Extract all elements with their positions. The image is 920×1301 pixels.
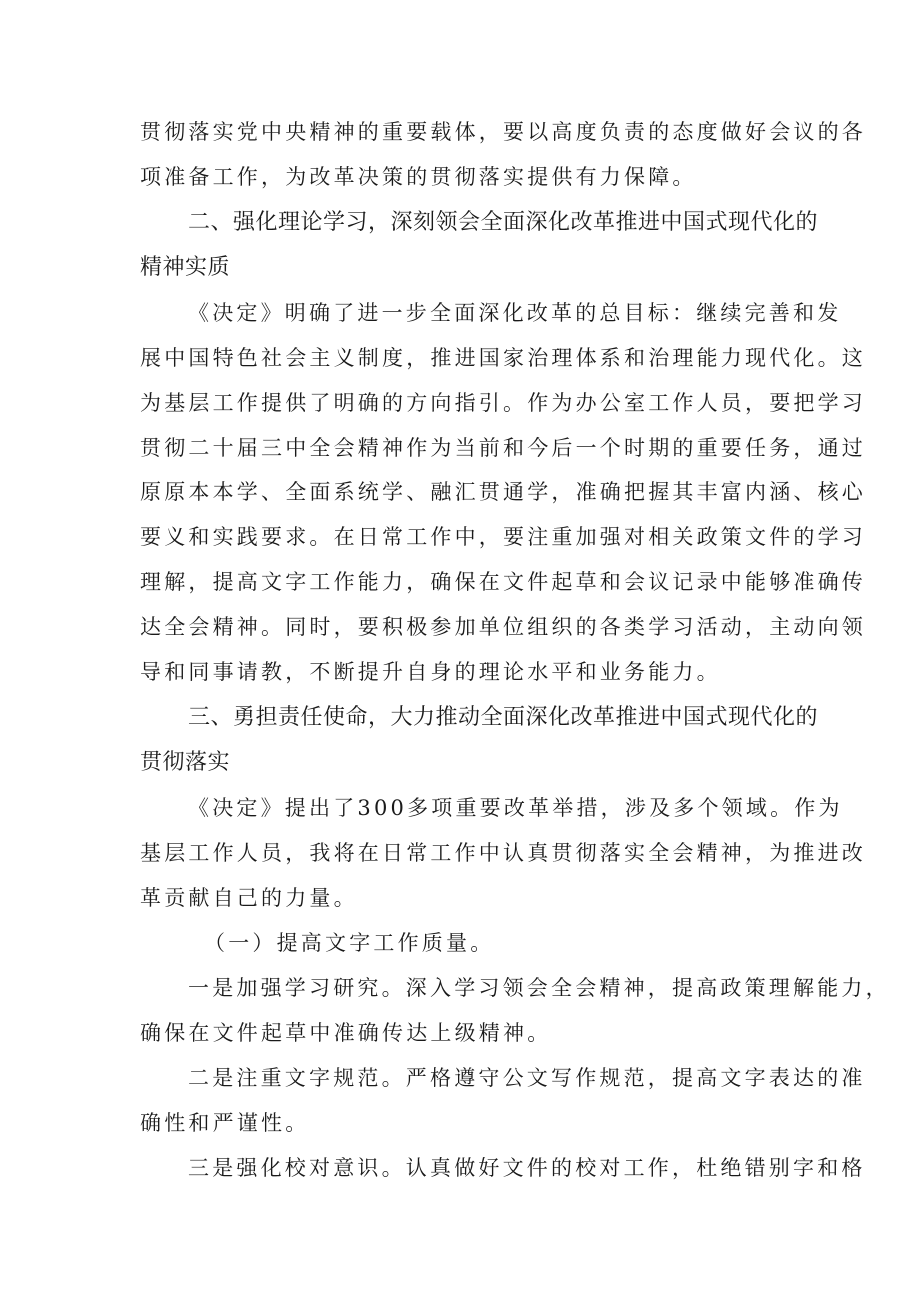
section-heading: 二、强化理论学习，深刻领会全面深化改革推进中国式现代化的 bbox=[188, 210, 819, 235]
section-heading: 精神实质 bbox=[140, 255, 231, 280]
paragraph-line: 《决定》提出了300多项重要改革举措，涉及多个领域。作为 bbox=[188, 796, 843, 820]
paragraph-line: 达全会精神。同时，要积极参加单位组织的各类学习活动，主动向领 bbox=[140, 615, 866, 639]
paragraph-line: 革贡献自己的力量。 bbox=[140, 886, 358, 910]
paragraph-line: 导和同事请教，不断提升自身的理论水平和业务能力。 bbox=[140, 660, 721, 684]
section-heading: 三、勇担责任使命，大力推动全面深化改革推进中国式现代化的 bbox=[188, 705, 819, 730]
paragraph-line: 确保在文件起草中准确传达上级精神。 bbox=[140, 1021, 552, 1045]
paragraph-line: 确性和严谨性。 bbox=[140, 1111, 310, 1135]
paragraph-line: 贯彻落实党中央精神的重要载体，要以高度负责的态度做好会议的各 bbox=[140, 120, 866, 144]
paragraph-line: 原原本本学、全面系统学、融汇贯通学，准确把握其丰富内涵、核心 bbox=[140, 480, 866, 504]
paragraph-line: 为基层工作提供了明确的方向指引。作为办公室工作人员，要把学习 bbox=[140, 391, 866, 415]
paragraph-line: 一是加强学习研究。深入学习领会全会精神，提高政策理解能力， bbox=[188, 976, 890, 1000]
paragraph-line: 二是注重文字规范。严格遵守公文写作规范，提高文字表达的准 bbox=[188, 1066, 866, 1090]
paragraph-line: 项准备工作，为改革决策的贯彻落实提供有力保障。 bbox=[140, 165, 697, 189]
paragraph-line: 要义和实践要求。在日常工作中，要注重加强对相关政策文件的学习 bbox=[140, 525, 866, 549]
paragraph-line: 《决定》明确了进一步全面深化改革的总目标：继续完善和发 bbox=[188, 301, 842, 325]
paragraph-line: 三是强化校对意识。认真做好文件的校对工作，杜绝错别字和格 bbox=[188, 1156, 866, 1180]
section-heading: 贯彻落实 bbox=[140, 750, 231, 775]
subsection-heading: （一）提高文字工作质量。 bbox=[204, 931, 495, 955]
paragraph-line: 展中国特色社会主义制度，推进国家治理体系和治理能力现代化。这 bbox=[140, 346, 866, 370]
paragraph-line: 贯彻二十届三中全会精神作为当前和今后一个时期的重要任务，通过 bbox=[140, 436, 866, 460]
paragraph-line: 理解，提高文字工作能力，确保在文件起草和会议记录中能够准确传 bbox=[140, 570, 866, 594]
paragraph-line: 基层工作人员，我将在日常工作中认真贯彻落实全会精神，为推进改 bbox=[140, 841, 866, 865]
